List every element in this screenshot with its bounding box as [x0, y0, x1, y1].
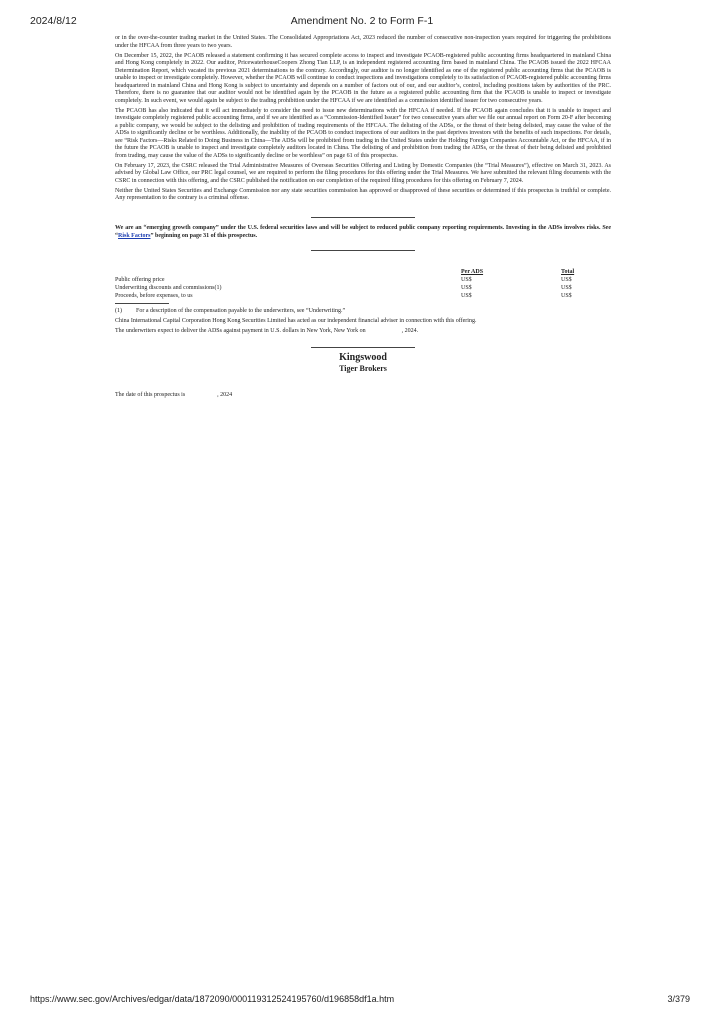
risk-statement [115, 225, 611, 240]
per-ads-value: US$ [461, 293, 472, 300]
print-url: https://www.sec.gov/Archives/edgar/data/1872090/000119312524195760/d196858df1a.htm [30, 994, 395, 1004]
footnote-text: For a description of the compensation payable to the underwriters, see “Underwriting.” [136, 308, 346, 315]
table-row [115, 292, 611, 300]
table-row [115, 284, 611, 292]
total-value: US$ [561, 293, 572, 300]
risk-statement-text: We are an “emerging growth company” under the U.S. federal securities laws and will be subject to reduced public company reporting requirements. Investing in the ADSs involves risks. See “ [115, 225, 611, 239]
sec-disclaimer: Neither the United States Securities and Exchange Commission nor any state securities commission has approved or disapproved of these securities or determined if this prospectus is truthful or complete. Any representation to the contrary is a criminal offense. [115, 187, 611, 201]
footnote-marker: (1) [115, 308, 122, 315]
column-header-total: Total [561, 268, 575, 275]
browser-print-footer [0, 994, 724, 1008]
underwriter-name: Tiger Brokers [339, 364, 387, 374]
per-ads-value: US$ [461, 276, 472, 283]
column-header-per-ads: Per ADS [461, 268, 484, 275]
browser-print-header [0, 15, 724, 29]
offering-table [115, 268, 611, 301]
row-label: Underwriting discounts and commissions(1) [115, 284, 222, 291]
prospectus-date-text: , 2024 [217, 392, 233, 399]
total-value: US$ [561, 284, 572, 291]
risk-statement-text: ” beginning on page 31 of this prospectus. [150, 232, 258, 239]
per-ads-value: US$ [461, 284, 472, 291]
delivery-note [115, 328, 611, 336]
prospectus-date-text: The date of this prospectus is [115, 392, 186, 399]
footnote-divider [115, 303, 169, 304]
advisor-note: China International Capital Corporation Hong Kong Securities Limited has acted as our independent financial adviser in connection with this offering. [115, 318, 477, 325]
total-value: US$ [561, 276, 572, 283]
row-label: Public offering price [115, 276, 165, 283]
body-paragraph: On February 17, 2023, the CSRC released the Trial Administrative Measures of Overseas Securities Offering and Listing by Domestic Companies (the “Trial Measures”), effective on March 31, 2023. As advised by Global Law Office, our PRC legal counsel, we are required to perform the filing procedures for this offering under the Trial Measures. We have submitted the relevant filing documents with the CSRC in connection with this offering, and the CSRC published the notification on our completion of the required filing procedures for this offering on February 7, 2024. [115, 162, 611, 184]
print-page-number: 3/379 [667, 994, 690, 1004]
underwriter-name: Kingswood [339, 352, 387, 364]
body-paragraph: The PCAOB has also indicated that it will act immediately to consider the need to issue new determinations with the HFCAA if needed. If the PCAOB again concludes that it is unable to inspect and investigate completely registered public accounting firms, and if we are identified as a “Commission-Identified Issuer” for two consecutive years after we file our annual report on Form 20-F after becoming a public company, we would be subject to the delisting and prohibition of trading requirements of the HFCAA. The delisting of the ADSs, or the threat of their being delisted, may cause the value of the ADSs to significantly decline or be worthless. Additionally, the inability of the PCAOB to conduct inspections of our auditors in the past deprives investors with the benefits of such inspections. For details, see “Risk Factors—Risks Related to Doing Business in China—The ADSs will be prohibited from trading in the United States under the Holding Foreign Companies Accountable Act, or the HFCAA, if in the future the PCAOB is unable to inspect and investigate completely auditors located in China. The delisting of and prohibition from trading the ADSs, or the threat of their being delisted and prohibited from trading, may cause the value of the ADSs to significantly decline or be worthless” on page 61 of this prospectus. [115, 107, 611, 159]
prospectus-date [115, 392, 611, 400]
risk-factors-link[interactable]: Risk Factors [118, 232, 151, 239]
row-label: Proceeds, before expenses, to us [115, 293, 193, 300]
table-row [115, 276, 611, 284]
body-paragraph: On December 15, 2022, the PCAOB released a statement confirming it has secured complete access to inspect and investigate PCAOB-registered public accounting firms headquartered in mainland China and Hong Kong completely in 2022. Our auditor, PricewaterhouseCoopers Zhong Tian LLP, is an independent registered accounting firm based in mainland China. The PCAOB issued the 2022 HFCAA Determination Report, which vacated its previous 2021 determinations to the contrary. Accordingly, our auditor is no longer identified as one of the registered public accounting firms that the PCAOB is unable to inspect or investigate completely. However, whether the PCAOB will continue to conduct inspections and investigations completely to its satisfaction of PCAOB-registered public accounting firms headquartered in mainland China and Hong Kong is subject to uncertainty and depends on a number of factors out of our, and our auditor’s, control, including positions taken by authorities of the PRC. Therefore, there is no guarantee that our auditor would not be identified again by the PCAOB in the future as a registered public accounting firm that the PCAOB is unable to inspect or investigate completely. In such event, we would again be subject to the trading prohibition under the HFCAA if we are identified as a commission identified issuer for two consecutive years. [115, 52, 611, 104]
delivery-text: , 2024. [401, 328, 419, 335]
delivery-text: The underwriters expect to deliver the ADSs against payment in U.S. dollars in New York, New York on [115, 328, 366, 335]
print-title: Amendment No. 2 to Form F-1 [290, 15, 434, 27]
body-paragraph: or in the over-the-counter trading market in the United States. The Consolidated Appropriations Act, 2023 reduced the number of consecutive non-inspection years required for triggering the prohibitions under the HFCAA from three years to two years. [115, 35, 611, 49]
print-date: 2024/8/12 [30, 15, 77, 27]
prospectus-page [115, 35, 611, 402]
table-header-row [115, 268, 611, 276]
footnote [115, 308, 611, 316]
